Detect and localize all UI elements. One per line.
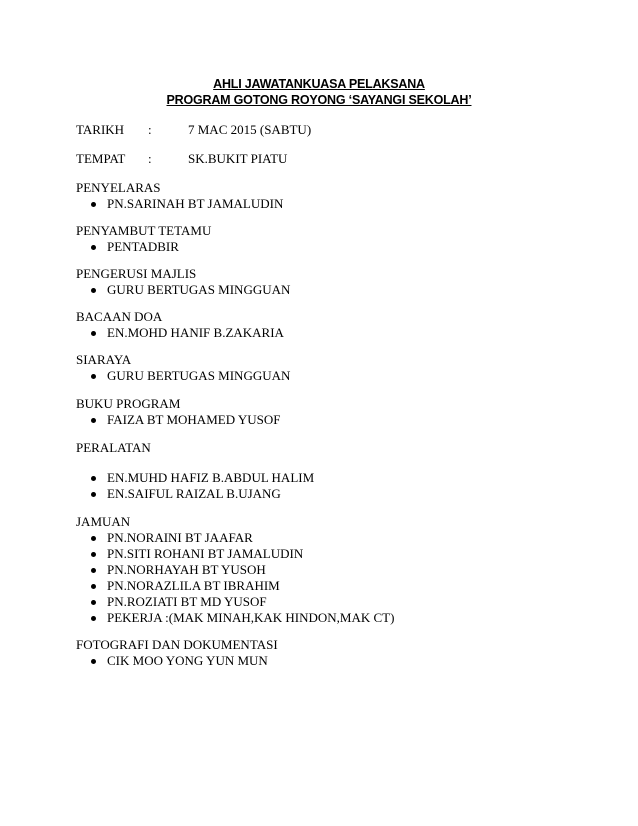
bullet-icon xyxy=(91,418,96,423)
bullet-icon xyxy=(91,568,96,573)
list-item-text: GURU BERTUGAS MINGGUAN xyxy=(107,282,291,297)
list-item-text: PEKERJA :(MAK MINAH,KAK HINDON,MAK CT) xyxy=(107,610,395,625)
list-item-text: PN.SITI ROHANI BT JAMALUDIN xyxy=(107,546,304,561)
list-item-text: PN.NORAZLILA BT IBRAHIM xyxy=(107,578,280,593)
bullet-icon xyxy=(91,492,96,497)
list-item-text: PN.SARINAH BT JAMALUDIN xyxy=(107,196,284,211)
bullet-icon xyxy=(91,374,96,379)
bullet-icon xyxy=(91,600,96,605)
list-item xyxy=(91,653,268,669)
list-item xyxy=(91,282,290,298)
list-item xyxy=(91,239,179,255)
section-heading: PENYELARAS xyxy=(76,180,161,195)
bullet-icon xyxy=(91,202,96,207)
list-item-text: PN.ROZIATI BT MD YUSOF xyxy=(107,594,267,609)
meta-separator: : xyxy=(148,151,152,166)
list-item xyxy=(91,530,253,546)
bullet-icon xyxy=(91,476,96,481)
section-heading: SIARAYA xyxy=(76,352,132,367)
bullet-icon xyxy=(91,331,96,336)
list-item-text: PENTADBIR xyxy=(107,239,179,254)
list-item xyxy=(91,610,394,626)
meta-label-tarikh: TARIKH xyxy=(76,122,125,137)
meta-label-tempat: TEMPAT xyxy=(76,151,126,166)
bullet-icon xyxy=(91,552,96,557)
document-title-line-2: PROGRAM GOTONG ROYONG ‘SAYANGI SEKOLAH’ xyxy=(166,93,472,107)
section-heading: PENYAMBUT TETAMU xyxy=(76,223,212,238)
list-item xyxy=(91,412,280,428)
meta-separator: : xyxy=(148,122,152,137)
section-heading: JAMUAN xyxy=(76,514,131,529)
bullet-icon xyxy=(91,536,96,541)
section-heading: FOTOGRAFI DAN DOKUMENTASI xyxy=(76,637,278,652)
section-heading: PENGERUSI MAJLIS xyxy=(76,266,197,281)
bullet-icon xyxy=(91,288,96,293)
list-item xyxy=(91,325,284,341)
list-item xyxy=(91,546,303,562)
list-item xyxy=(91,594,267,610)
list-item xyxy=(91,562,266,578)
list-item xyxy=(91,368,290,384)
section-heading: BACAAN DOA xyxy=(76,309,163,324)
list-item xyxy=(91,196,283,212)
list-item xyxy=(91,470,314,486)
bullet-icon xyxy=(91,659,96,664)
document-title-line-1: AHLI JAWATANKUASA PELAKSANA xyxy=(213,77,425,91)
list-item-text: FAIZA BT MOHAMED YUSOF xyxy=(107,412,281,427)
bullet-icon xyxy=(91,584,96,589)
bullet-icon xyxy=(91,245,96,250)
list-item-text: PN.NORHAYAH BT YUSOH xyxy=(107,562,266,577)
meta-value-tarikh: 7 MAC 2015 (SABTU) xyxy=(188,122,312,137)
section-heading: PERALATAN xyxy=(76,440,151,455)
list-item-text: CIK MOO YONG YUN MUN xyxy=(107,653,268,668)
list-item-text: EN.MOHD HANIF B.ZAKARIA xyxy=(107,325,284,340)
section-heading: BUKU PROGRAM xyxy=(76,396,181,411)
bullet-icon xyxy=(91,616,96,621)
list-item-text: EN.MUHD HAFIZ B.ABDUL HALIM xyxy=(107,470,315,485)
list-item-text: EN.SAIFUL RAIZAL B.UJANG xyxy=(107,486,281,501)
list-item-text: PN.NORAINI BT JAAFAR xyxy=(107,530,253,545)
list-item xyxy=(91,578,280,594)
list-item-text: GURU BERTUGAS MINGGUAN xyxy=(107,368,291,383)
meta-value-tempat: SK.BUKIT PIATU xyxy=(188,151,288,166)
list-item xyxy=(91,486,281,502)
